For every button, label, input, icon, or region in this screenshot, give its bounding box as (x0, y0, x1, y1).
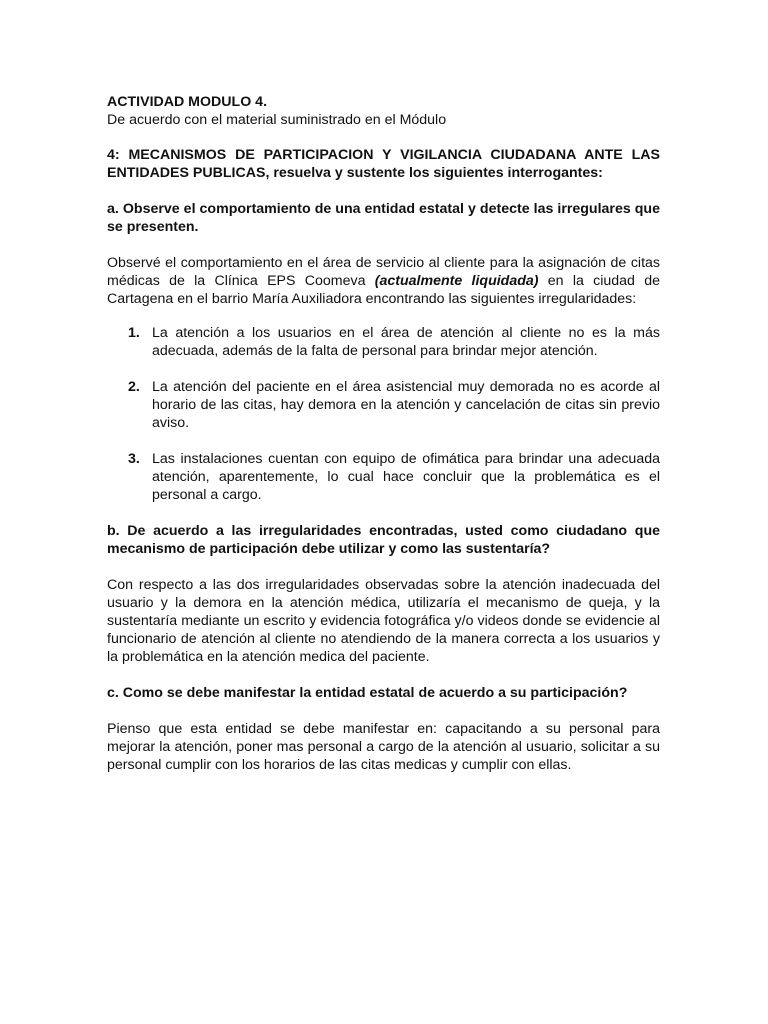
question-c: c. Como se debe manifestar la entidad estatal de acuerdo a su participación? (107, 685, 628, 701)
irregularities-list (107, 324, 660, 504)
list-item-number: 2. (128, 379, 140, 395)
question-b: b. De acuerdo a las irregularidades encontradas, usted como ciudadano que mecanismo de participación debe utilizar y como las sustentaría? (107, 523, 660, 557)
section-heading-rest: resuelva y sustente los siguientes interrogantes: (269, 165, 603, 181)
answer-a (107, 254, 660, 308)
answer-a-emphasis: (actualmente liquidada) (374, 273, 539, 289)
question-a: a. Observe el comportamiento de una entidad estatal y detecte las irregulares que se presenten. (107, 201, 660, 235)
list-item-number: 1. (128, 325, 140, 341)
list-item-text: La atención del paciente en el área asistencial muy demorada no es acorde al horario de las citas, hay demora en la atención y cancelación de citas sin previo aviso. (152, 379, 660, 431)
section-heading (107, 146, 660, 182)
answer-b: Con respecto a las dos irregularidades observadas sobre la atención inadecuada del usuario y la demora en la atención médica, utilizaría el mecanismo de queja, y la sustentaría mediante un escrito y evidencia fotográfica y/o videos donde se evidencie al funcionario de atención al cliente no atendiendo de la manera correcta a los usuarios y la problemática en la atención medica del paciente. (107, 577, 660, 665)
document-subtitle: De acuerdo con el material suministrado en el Módulo (107, 112, 447, 128)
list-item-text: Las instalaciones cuentan con equipo de ofimática para brindar una adecuada atención, aparentemente, lo cual hace concluir que la problemática es el personal a cargo. (152, 451, 660, 503)
answer-a-part1: Observé el comportamiento en el área de servicio al cliente para la asignación de citas médicas de la Clínica EPS Coomeva (107, 255, 660, 289)
list-item (107, 324, 660, 360)
list-item-number: 3. (128, 451, 140, 467)
answer-c: Pienso que esta entidad se debe manifestar en: capacitando a su personal para mejorar la atención, poner mas personal a cargo de la atención al usuario, solicitar a su personal cumplir con los horarios de las citas medicas y cumplir con ellas. (107, 721, 660, 773)
list-item (107, 450, 660, 504)
document-title: ACTIVIDAD MODULO 4. (107, 94, 268, 110)
document-page (107, 93, 660, 774)
list-item-text: La atención a los usuarios en el área de atención al cliente no es la más adecuada, además de la falta de personal para brindar mejor atención. (152, 325, 660, 359)
list-item (107, 378, 660, 432)
answer-a-part2: en la ciudad de Cartagena en el barrio María Auxiliadora encontrando las siguientes irregularidades: (107, 273, 660, 307)
section-heading-bold: 4: MECANISMOS DE PARTICIPACION Y VIGILANCIA CIUDADANA ANTE LAS ENTIDADES PUBLICAS, (107, 147, 660, 181)
